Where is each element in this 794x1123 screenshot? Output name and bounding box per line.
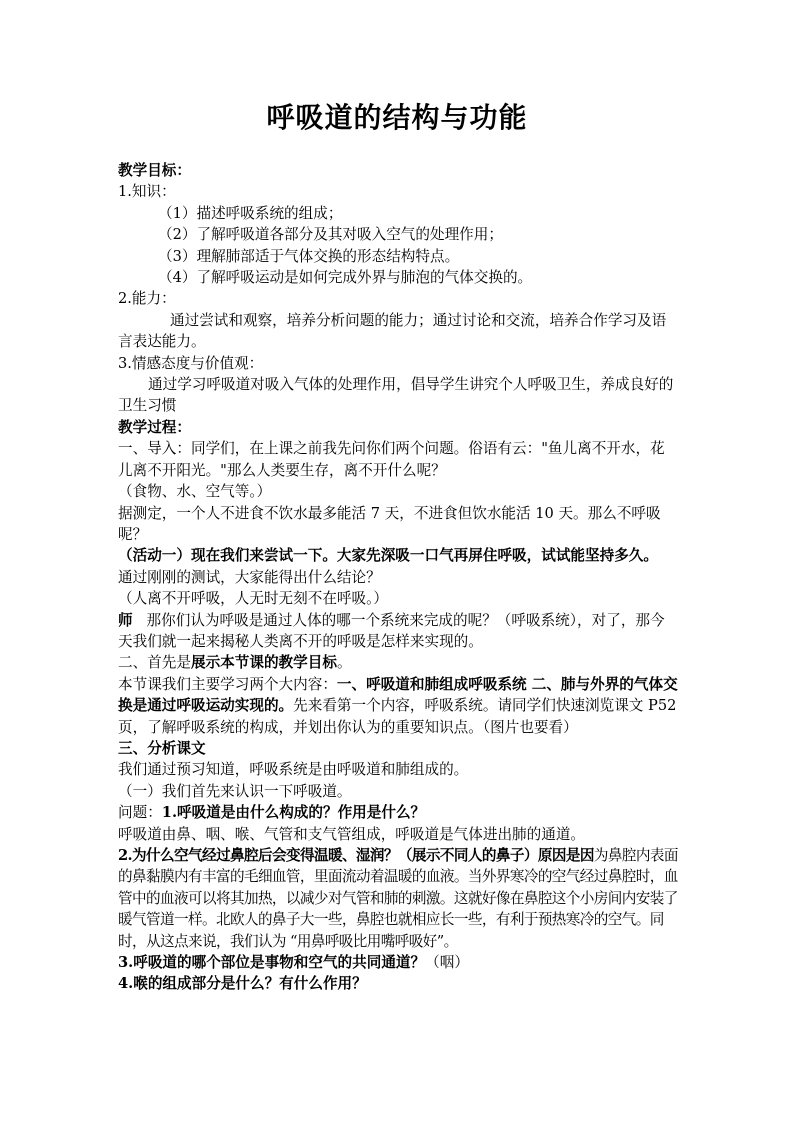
question-one-answer: 呼吸道由鼻、咽、喉、气管和支气管组成，呼吸道是气体进出肺的通道。 xyxy=(118,825,586,843)
objectives-heading: 教学目标： xyxy=(118,162,191,179)
question-four: 4.喉的组成部分是什么？有什么作用？ xyxy=(118,975,367,993)
teacher-paragraph xyxy=(118,610,678,653)
knowledge-item: （3）理解肺部适于气体交换的形态结构特点。 xyxy=(158,247,460,265)
content-intro-tail: 先来看第一个内容，呼吸系统。请同学们快速浏览课文 P52 页，了解呼吸系统的构成，并划出你认为的重要知识点。（图片也要看） xyxy=(118,697,677,736)
section-two-bold: 展示本节课的教学目标 xyxy=(190,654,337,672)
section-two-prefix: 二、首先是 xyxy=(118,654,191,672)
section-three-heading: 三、分析课文 xyxy=(118,739,206,757)
knowledge-item: （4）了解呼吸运动是如何完成外界与肺泡的气体交换的。 xyxy=(158,269,533,287)
question-two-answer: 为鼻腔内表面的鼻黏膜内有丰富的毛细血管，里面流动着温暖的血液。当外界寒冷的空气经过鼻腔时，血管中的血液可以将其加热，以减少对气管和肺的刺激。这就好像在鼻腔这个小房间内安装了暖气管道一样。北欧人的鼻子大一些，鼻腔也就相应长一些，有利于预热寒冷的空气。同时，从这点来说，我们认为 “用鼻呼吸比用嘴呼吸好”。 xyxy=(118,847,678,950)
process-heading: 教学过程： xyxy=(118,418,191,436)
conclusion-answer: （人离不开呼吸，人无时无刻不在呼吸。） xyxy=(118,590,388,608)
teacher-label: 师 xyxy=(118,611,133,629)
content-intro-bold: 一、呼吸道和肺组成呼吸系统 二、肺与外界的气体交换是通过呼吸运动实现的。 xyxy=(118,675,678,715)
intro-fact: 据测定，一个人不进食不饮水最多能活 7 天，不进食但饮水能活 10 天。那么不呼吸呢？ xyxy=(118,504,661,543)
question-three xyxy=(118,952,678,973)
emotion-text: 通过学习呼吸道对吸入气体的处理作用，倡导学生讲究个人呼吸卫生，养成良好的卫生习惯 xyxy=(118,376,674,415)
document-body xyxy=(118,160,678,995)
teacher-text: 那你们认为呼吸是通过人体的哪一个系统来完成的呢？（呼吸系统），对了，那今天我们就一起来揭秘人类离不开的呼吸是怎样来实现的。 xyxy=(118,611,665,650)
question-two-text: 2.为什么空气经过鼻腔后会变得温暖、湿润？（展示不同人的鼻子）原因是因 xyxy=(118,847,594,864)
section-three-line: 我们通过预习知道，呼吸系统是由呼吸道和肺组成的。 xyxy=(118,761,469,779)
conclusion-question: 通过刚刚的测试，大家能得出什么结论？ xyxy=(118,568,381,586)
document-title: 呼吸道的结构与功能 xyxy=(266,101,528,134)
knowledge-heading: 1.知识： xyxy=(118,183,176,201)
question-one xyxy=(118,802,678,823)
question-one-prefix: 问题： xyxy=(118,804,162,822)
question-one-text: 1.呼吸道是由什么构成的？作用是什么？ xyxy=(161,804,426,822)
activity-one: （活动一）现在我们来尝试一下。大家先深吸一口气再屏住呼吸，试试能坚持多久。 xyxy=(118,547,658,565)
question-three-text: 3.呼吸道的哪个部位是事物和空气的共同通道？ xyxy=(118,954,426,972)
intro-answer: （食物、水、空气等。） xyxy=(118,483,272,501)
question-two xyxy=(118,845,678,952)
emotion-heading: 3.情感态度与价值观： xyxy=(118,354,264,372)
section-three-line: （一）我们首先来认识一下呼吸道。 xyxy=(118,782,352,800)
knowledge-item: （2）了解呼吸道各部分及其对吸入空气的处理作用； xyxy=(158,226,503,244)
content-intro-lead: 本节课我们主要学习两个大内容： xyxy=(118,675,337,693)
ability-text: 通过尝试和观察，培养分析问题的能力；通过讨论和交流，培养合作学习及语言表达能力。 xyxy=(118,311,667,351)
section-two-suffix: 。 xyxy=(336,654,352,672)
ability-heading: 2.能力： xyxy=(118,290,176,308)
knowledge-item: （1）描述呼吸系统的组成； xyxy=(158,204,343,222)
question-three-answer: （咽） xyxy=(425,954,469,972)
content-intro xyxy=(118,674,678,738)
intro-line: 一、导入：同学们，在上课之前我先问你们两个问题。俗语有云："鱼儿离不开水，花儿离不开阳光。"那么人类要生存，离不开什么呢？ xyxy=(118,440,665,479)
section-two xyxy=(118,652,678,673)
